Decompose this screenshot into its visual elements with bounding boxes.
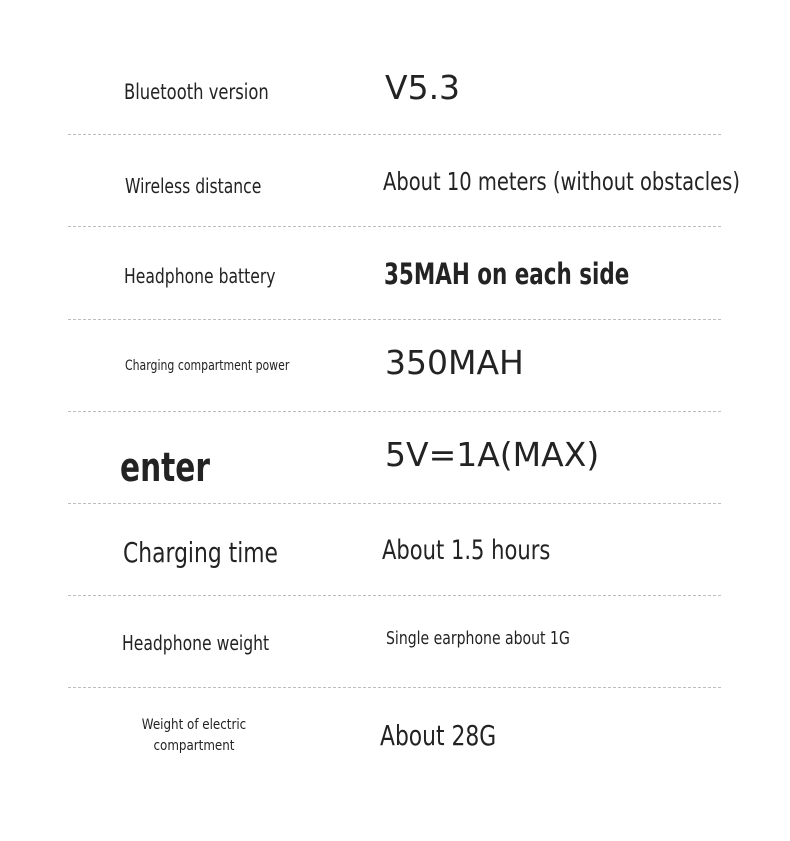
row-divider — [68, 595, 721, 596]
spec-value-enter: 5V=1A(MAX) — [385, 435, 600, 474]
row-divider — [68, 687, 721, 688]
spec-label-headphone-weight: Headphone weight — [122, 631, 270, 655]
spec-label-charging-time: Charging time — [123, 536, 279, 569]
spec-value-headphone-battery: 35MAH on each side — [384, 257, 630, 291]
row-divider — [68, 319, 721, 320]
spec-value-charging-compartment-power: 350MAH — [385, 343, 524, 382]
spec-value-weight-of-electric-compartment: About 28G — [380, 719, 497, 752]
spec-label-bluetooth-version: Bluetooth version — [124, 80, 269, 104]
spec-value-bluetooth-version: V5.3 — [385, 68, 461, 107]
spec-label-weight-of-electric-compartment — [126, 715, 262, 757]
spec-label-charging-compartment-power: Charging compartment power — [125, 358, 290, 374]
row-divider — [68, 503, 721, 504]
spec-label-enter: enter — [120, 445, 210, 491]
spec-value-headphone-weight: Single earphone about 1G — [386, 628, 570, 649]
row-divider — [68, 134, 721, 135]
spec-label-text: Weight of electric compartment — [141, 717, 247, 754]
spec-value-wireless-distance: About 10 meters (without obstacles) — [383, 167, 740, 196]
spec-value-charging-time: About 1.5 hours — [382, 535, 551, 566]
spec-label-wireless-distance: Wireless distance — [125, 174, 262, 198]
row-divider — [68, 411, 721, 412]
spec-label-headphone-battery: Headphone battery — [124, 264, 276, 288]
row-divider — [68, 226, 721, 227]
